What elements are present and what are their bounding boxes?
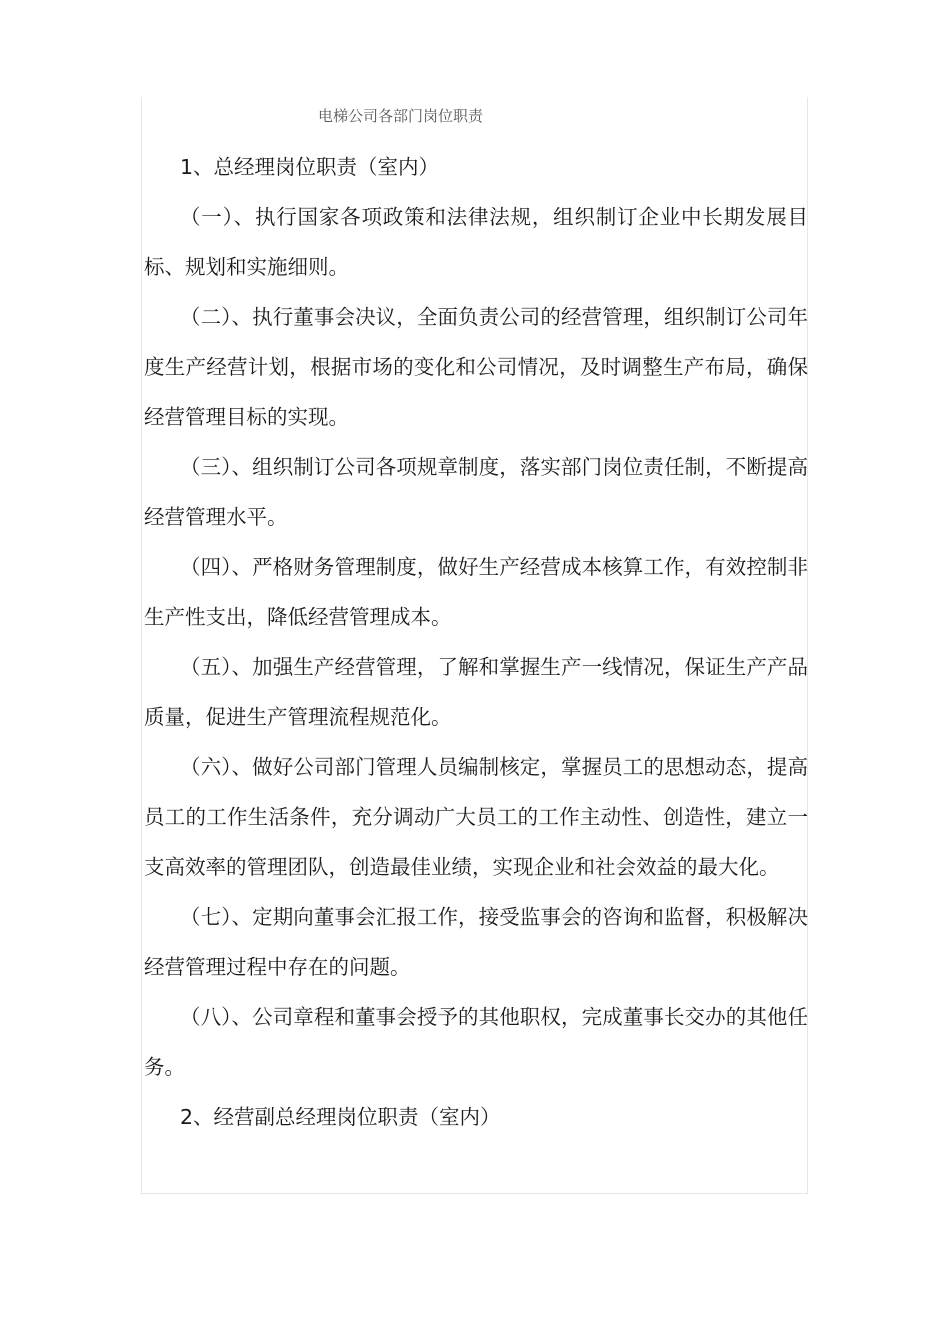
paragraph-item-1: （一）、执行国家各项政策和法律法规，组织制订企业中长期发展目标、规划和实施细则。 bbox=[144, 205, 808, 279]
paragraph-item-5: （五）、加强生产经营管理，了解和掌握生产一线情况，保证生产产品质量，促进生产管理流程规范化。 bbox=[144, 655, 808, 729]
section-heading-2: 2、经营副总经理岗位职责（室内） bbox=[180, 1105, 501, 1129]
document-body bbox=[144, 142, 808, 1142]
section-heading-1: 1、总经理岗位职责（室内） bbox=[180, 155, 440, 179]
paragraph-item-3: （三）、组织制订公司各项规章制度，落实部门岗位责任制，不断提高经营管理水平。 bbox=[144, 455, 808, 529]
document-header: 电梯公司各部门岗位职责 bbox=[318, 107, 484, 125]
paragraph-item-8: （八）、公司章程和董事会授予的其他职权，完成董事长交办的其他任务。 bbox=[144, 1005, 808, 1079]
paragraph-item-6: （六）、做好公司部门管理人员编制核定，掌握员工的思想动态，提高员工的工作生活条件，充分调动广大员工的工作主动性、创造性，建立一支高效率的管理团队，创造最佳业绩，实现企业和社会效益的最大化。 bbox=[144, 755, 808, 879]
paragraph-item-4: （四）、严格财务管理制度，做好生产经营成本核算工作，有效控制非生产性支出，降低经营管理成本。 bbox=[144, 555, 808, 629]
paragraph-item-2: （二）、执行董事会决议，全面负责公司的经营管理，组织制订公司年度生产经营计划，根据市场的变化和公司情况，及时调整生产布局，确保经营管理目标的实现。 bbox=[144, 305, 808, 429]
paragraph-item-7: （七）、定期向董事会汇报工作，接受监事会的咨询和监督，积极解决经营管理过程中存在的问题。 bbox=[144, 905, 808, 979]
